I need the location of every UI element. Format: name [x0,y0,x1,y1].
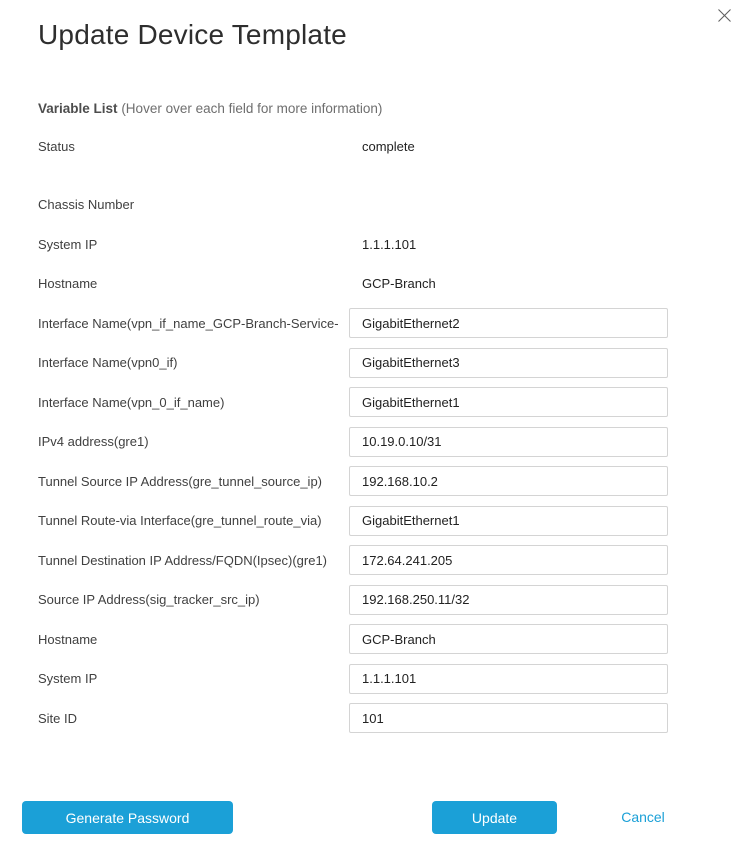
row-hostname-readonly [38,264,714,304]
row-interface-name-service [38,304,714,344]
row-status [38,127,714,167]
row-tunnel-destination-ip [38,541,714,581]
field-label: Interface Name(vpn0_if) [38,355,178,371]
system-ip-value: 1.1.1.101 [362,236,417,252]
row-interface-name-vpn-0-if-name [38,383,714,423]
field-label: Status [38,139,75,155]
row-system-ip [38,659,714,699]
cancel-button[interactable]: Cancel [607,801,679,834]
tunnel-destination-ip-input[interactable] [349,545,668,575]
row-tunnel-route-via [38,501,714,541]
tunnel-source-ip-input[interactable] [349,466,668,496]
field-label: Tunnel Source IP Address(gre_tunnel_source_ip) [38,473,323,489]
field-label: System IP [38,236,98,252]
field-label: Site ID [38,710,78,726]
field-label: System IP [38,671,98,687]
field-label: Source IP Address(sig_tracker_src_ip) [38,592,260,608]
ipv4-address-gre1-input[interactable] [349,427,668,457]
row-ipv4-address-gre1 [38,422,714,462]
row-chassis-number [38,185,714,225]
source-ip-sig-tracker-input[interactable] [349,585,668,615]
site-id-input[interactable] [349,703,668,733]
update-button[interactable]: Update [432,801,557,834]
row-system-ip-readonly [38,225,714,265]
row-interface-name-vpn0-if [38,343,714,383]
field-label: IPv4 address(gre1) [38,434,149,450]
close-icon-glyph [717,8,732,23]
field-label: Interface Name(vpn_if_name_GCP-Branch-Service- [38,315,339,331]
variable-list-heading: Variable List [38,101,118,116]
generate-password-button[interactable]: Generate Password [22,801,233,834]
tunnel-route-via-input[interactable] [349,506,668,536]
field-label: Chassis Number [38,197,135,213]
field-label: Tunnel Destination IP Address/FQDN(Ipsec)(gre1) [38,552,328,568]
system-ip-input[interactable] [349,664,668,694]
interface-name-vpn-0-if-name-input[interactable] [349,387,668,417]
row-tunnel-source-ip [38,462,714,502]
page-title: Update Device Template [38,19,347,50]
field-label: Hostname [38,276,98,292]
close-icon[interactable] [712,3,736,27]
row-source-ip-sig-tracker [38,580,714,620]
hostname-value: GCP-Branch [362,276,436,292]
hostname-input[interactable] [349,624,668,654]
interface-name-service-input[interactable] [349,308,668,338]
field-label: Interface Name(vpn_0_if_name) [38,394,225,410]
status-value: complete [362,139,415,155]
variable-list [38,127,714,738]
variable-list-section-header [38,101,382,116]
interface-name-vpn0-if-input[interactable] [349,348,668,378]
row-site-id [38,699,714,739]
variable-list-hint: (Hover over each field for more information) [121,101,383,116]
field-label: Hostname [38,631,98,647]
row-hostname [38,620,714,660]
field-label: Tunnel Route-via Interface(gre_tunnel_route_via) [38,513,322,529]
